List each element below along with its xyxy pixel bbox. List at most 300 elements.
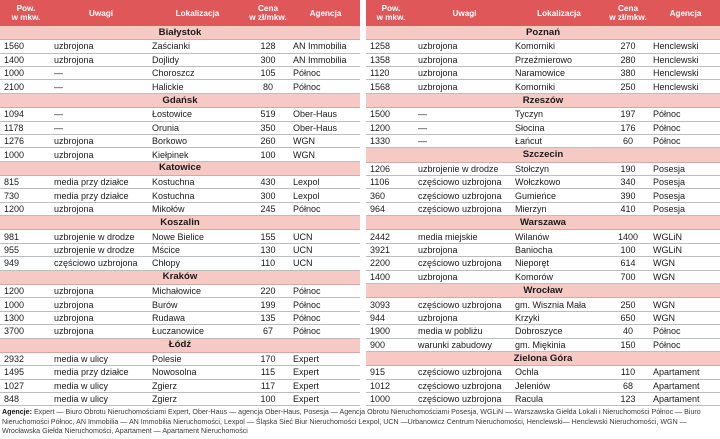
cell-uwagi: — <box>416 134 513 147</box>
cell-agencja: Północ <box>291 311 360 324</box>
city-header-row <box>0 270 360 284</box>
cell-agencja: Lexpol <box>291 176 360 189</box>
cell-cena: 199 <box>245 298 291 311</box>
cell-cena: 270 <box>605 40 651 53</box>
cell-pow: 360 <box>366 189 416 202</box>
cell-lokalizacja: Jeleniów <box>513 379 605 392</box>
table-row <box>0 134 360 147</box>
cell-lokalizacja: Kostuchna <box>150 176 245 189</box>
cell-pow: 3921 <box>366 243 416 256</box>
city-header-row <box>366 284 720 298</box>
header-agencja: Agencja <box>651 0 720 26</box>
cell-lokalizacja: Łostowice <box>150 108 245 121</box>
table-row <box>0 67 360 80</box>
cell-uwagi: uzbrojona <box>52 148 150 161</box>
cell-lokalizacja: Przeźmierowo <box>513 53 605 66</box>
cell-uwagi: częściowo uzbrojona <box>416 392 513 405</box>
cell-cena: 110 <box>245 257 291 270</box>
cell-pow: 1560 <box>0 40 52 53</box>
cell-uwagi: uzbrojona <box>52 311 150 324</box>
cell-cena: 700 <box>605 270 651 283</box>
cell-lokalizacja: Łuczanowice <box>150 325 245 338</box>
cell-agencja: Expert <box>291 366 360 379</box>
table-row <box>366 108 720 121</box>
cell-cena: 300 <box>245 189 291 202</box>
cell-agencja: WGN <box>291 148 360 161</box>
cell-lokalizacja: Wołczkowo <box>513 176 605 189</box>
city-name: Zielona Góra <box>366 351 720 365</box>
cell-lokalizacja: Rudawa <box>150 311 245 324</box>
cell-lokalizacja: Burów <box>150 298 245 311</box>
cell-uwagi: uzbrojona <box>416 270 513 283</box>
cell-cena: 280 <box>605 53 651 66</box>
cell-agencja: Apartament <box>651 379 720 392</box>
city-name: Warszawa <box>366 216 720 230</box>
cell-cena: 123 <box>605 392 651 405</box>
cell-pow: 964 <box>366 202 416 215</box>
cell-agencja: Henclewski <box>651 67 720 80</box>
cell-cena: 100 <box>605 243 651 256</box>
cell-uwagi: uzbrojona <box>416 53 513 66</box>
cell-uwagi: częściowo uzbrojona <box>416 257 513 270</box>
cell-uwagi: media w ulicy <box>52 352 150 365</box>
cell-agencja: Posesja <box>651 176 720 189</box>
cell-cena: 150 <box>605 338 651 351</box>
cell-pow: 1000 <box>0 148 52 161</box>
right-listings-table <box>366 0 720 406</box>
cell-cena: 250 <box>605 80 651 93</box>
cell-cena: 340 <box>605 176 651 189</box>
cell-cena: 40 <box>605 325 651 338</box>
table-row <box>0 53 360 66</box>
city-name: Poznań <box>366 26 720 40</box>
table-row <box>366 257 720 270</box>
cell-lokalizacja: Tyczyn <box>513 108 605 121</box>
cell-agencja: Północ <box>651 325 720 338</box>
left-table-column <box>0 0 360 406</box>
cell-cena: 380 <box>605 67 651 80</box>
cell-lokalizacja: gm. Wisznia Mała <box>513 298 605 311</box>
table-row <box>366 134 720 147</box>
cell-pow: 1094 <box>0 108 52 121</box>
cell-agencja: AN Immobilia <box>291 53 360 66</box>
cell-pow: 1012 <box>366 379 416 392</box>
cell-cena: 155 <box>245 230 291 243</box>
cell-cena: 117 <box>245 379 291 392</box>
cell-lokalizacja: Zgierz <box>150 379 245 392</box>
cell-cena: 67 <box>245 325 291 338</box>
table-row <box>0 379 360 392</box>
cell-cena: 614 <box>605 257 651 270</box>
cell-pow: 1120 <box>366 67 416 80</box>
cell-agencja: WGN <box>651 257 720 270</box>
cell-agencja: Północ <box>291 325 360 338</box>
cell-pow: 3700 <box>0 325 52 338</box>
cell-agencja: Ober-Haus <box>291 108 360 121</box>
cell-cena: 105 <box>245 67 291 80</box>
cell-uwagi: media miejskie <box>416 230 513 243</box>
cell-agencja: UCN <box>291 230 360 243</box>
cell-agencja: Posesja <box>651 162 720 175</box>
cell-cena: 519 <box>245 108 291 121</box>
city-name: Białystok <box>0 26 360 40</box>
cell-cena: 135 <box>245 311 291 324</box>
footnote-text: Expert — Biuro Obrotu Nieruchomościami Expert, Ober-Haus — agencja Ober-Haus, Posesja — Agencja Obrotu Nieruchomościami Posesja, WGLiN — Warszawska Giełda Lokali i Nieruchomości Północ — Biuro Nieruchomości Północ, AN Immobilia — AN Immobilia Nieruchomości, Lexpol — Śląska Sieć Biur Nieruchomości Lexpol, UCN —Urbanowicz Centrum Nieruchomości, Henclewski— Henclewski Nieruchomości, WGN — Wrocławska Giełda Nieruchomości, Apartament — Apartament Nieruchomości <box>2 408 701 435</box>
cell-lokalizacja: Mierzyn <box>513 202 605 215</box>
cell-pow: 1900 <box>366 325 416 338</box>
cell-uwagi: częściowo uzbrojona <box>416 189 513 202</box>
city-name: Rzeszów <box>366 93 720 107</box>
right-header-row <box>366 0 720 26</box>
cell-agencja: Lexpol <box>291 189 360 202</box>
cell-pow: 2442 <box>366 230 416 243</box>
table-row <box>366 311 720 324</box>
table-row <box>0 80 360 93</box>
cell-pow: 1200 <box>366 121 416 134</box>
cell-lokalizacja: Naramowice <box>513 67 605 80</box>
city-name: Gdańsk <box>0 93 360 107</box>
cell-lokalizacja: Stołczyn <box>513 162 605 175</box>
cell-uwagi: — <box>52 121 150 134</box>
city-header-row <box>0 93 360 107</box>
city-header-row <box>0 161 360 175</box>
cell-lokalizacja: Komorniki <box>513 40 605 53</box>
cell-pow: 1330 <box>366 134 416 147</box>
cell-uwagi: — <box>416 108 513 121</box>
cell-cena: 60 <box>605 134 651 147</box>
table-row <box>0 257 360 270</box>
cell-cena: 170 <box>245 352 291 365</box>
city-header-row <box>366 26 720 40</box>
cell-pow: 900 <box>366 338 416 351</box>
header-pow: Pow. w mkw. <box>0 0 52 26</box>
cell-uwagi: uzbrojenie w drodze <box>416 162 513 175</box>
table-row <box>366 230 720 243</box>
cell-agencja: Północ <box>651 134 720 147</box>
cell-lokalizacja: Chłopy <box>150 257 245 270</box>
city-header-row <box>0 26 360 40</box>
header-cena: Cena w zł/mkw. <box>245 0 291 26</box>
cell-pow: 3093 <box>366 298 416 311</box>
table-row <box>0 325 360 338</box>
table-row <box>366 325 720 338</box>
cell-lokalizacja: Słocina <box>513 121 605 134</box>
cell-agencja: WGN <box>291 134 360 147</box>
table-row <box>366 243 720 256</box>
cell-pow: 730 <box>0 189 52 202</box>
cell-lokalizacja: Zgierz <box>150 392 245 405</box>
cell-agencja: Henclewski <box>651 80 720 93</box>
cell-lokalizacja: Dojlidy <box>150 53 245 66</box>
cell-lokalizacja: Orunia <box>150 121 245 134</box>
cell-uwagi: — <box>52 108 150 121</box>
cell-agencja: Expert <box>291 379 360 392</box>
table-row <box>0 311 360 324</box>
cell-lokalizacja: Borkowo <box>150 134 245 147</box>
cell-uwagi: media przy działce <box>52 189 150 202</box>
cell-agencja: WGN <box>651 270 720 283</box>
table-row <box>0 243 360 256</box>
city-name: Szczecin <box>366 148 720 162</box>
cell-pow: 944 <box>366 311 416 324</box>
cell-pow: 955 <box>0 243 52 256</box>
cell-uwagi: uzbrojona <box>52 202 150 215</box>
city-name: Koszalin <box>0 216 360 230</box>
cell-pow: 1106 <box>366 176 416 189</box>
table-row <box>366 379 720 392</box>
cell-cena: 130 <box>245 243 291 256</box>
cell-cena: 430 <box>245 176 291 189</box>
cell-lokalizacja: Kiełpinek <box>150 148 245 161</box>
cell-uwagi: media przy działce <box>52 366 150 379</box>
cell-pow: 949 <box>0 257 52 270</box>
city-name: Wrocław <box>366 284 720 298</box>
cell-lokalizacja: Zaścianki <box>150 40 245 53</box>
table-row <box>366 80 720 93</box>
cell-agencja: Posesja <box>651 202 720 215</box>
cell-pow: 1178 <box>0 121 52 134</box>
table-row <box>0 284 360 297</box>
cell-lokalizacja: Mścice <box>150 243 245 256</box>
cell-agencja: Północ <box>291 202 360 215</box>
cell-pow: 915 <box>366 366 416 379</box>
cell-uwagi: częściowo uzbrojona <box>416 176 513 189</box>
cell-uwagi: — <box>416 121 513 134</box>
header-agencja: Agencja <box>291 0 360 26</box>
table-row <box>366 176 720 189</box>
cell-lokalizacja: Michałowice <box>150 284 245 297</box>
cell-cena: 80 <box>245 80 291 93</box>
cell-agencja: WGN <box>651 311 720 324</box>
cell-lokalizacja: Halickie <box>150 80 245 93</box>
city-header-row <box>366 148 720 162</box>
table-row <box>0 352 360 365</box>
cell-cena: 390 <box>605 189 651 202</box>
cell-lokalizacja: Komorniki <box>513 80 605 93</box>
cell-cena: 410 <box>605 202 651 215</box>
left-listings-table <box>0 0 360 406</box>
cell-uwagi: uzbrojona <box>52 284 150 297</box>
cell-uwagi: media w ulicy <box>52 379 150 392</box>
cell-uwagi: częściowo uzbrojona <box>52 257 150 270</box>
cell-pow: 1000 <box>366 392 416 405</box>
cell-lokalizacja: Łańcut <box>513 134 605 147</box>
cell-agencja: WGLiN <box>651 230 720 243</box>
cell-cena: 68 <box>605 379 651 392</box>
table-row <box>366 202 720 215</box>
cell-agencja: Północ <box>291 80 360 93</box>
city-name: Katowice <box>0 161 360 175</box>
cell-cena: 300 <box>245 53 291 66</box>
cell-pow: 1500 <box>366 108 416 121</box>
cell-pow: 1568 <box>366 80 416 93</box>
cell-uwagi: uzbrojona <box>416 311 513 324</box>
agencies-footnote <box>2 408 718 437</box>
cell-agencja: Apartament <box>651 366 720 379</box>
cell-uwagi: uzbrojona <box>416 243 513 256</box>
cell-pow: 2100 <box>0 80 52 93</box>
cell-pow: 848 <box>0 392 52 405</box>
footnote-label: Agencje: <box>2 408 32 416</box>
table-row <box>366 67 720 80</box>
table-row <box>366 53 720 66</box>
cell-uwagi: uzbrojona <box>416 40 513 53</box>
table-row <box>366 392 720 405</box>
cell-pow: 1258 <box>366 40 416 53</box>
cell-pow: 1206 <box>366 162 416 175</box>
cell-cena: 650 <box>605 311 651 324</box>
table-row <box>366 366 720 379</box>
cell-pow: 1300 <box>0 311 52 324</box>
cell-cena: 110 <box>605 366 651 379</box>
cell-agencja: Północ <box>651 338 720 351</box>
cell-cena: 190 <box>605 162 651 175</box>
cell-agencja: Północ <box>651 108 720 121</box>
cell-cena: 220 <box>245 284 291 297</box>
cell-agencja: Północ <box>291 67 360 80</box>
cell-uwagi: uzbrojona <box>52 40 150 53</box>
cell-agencja: AN Immobilia <box>291 40 360 53</box>
cell-uwagi: uzbrojona <box>52 53 150 66</box>
table-row <box>0 189 360 202</box>
cell-pow: 1200 <box>0 284 52 297</box>
cell-pow: 1200 <box>0 202 52 215</box>
cell-agencja: Północ <box>291 284 360 297</box>
cell-uwagi: uzbrojona <box>52 134 150 147</box>
header-uwagi: Uwagi <box>52 0 150 26</box>
table-row <box>366 298 720 311</box>
cell-pow: 815 <box>0 176 52 189</box>
header-cena: Cena w zł/mkw. <box>605 0 651 26</box>
cell-agencja: Expert <box>291 392 360 405</box>
cell-lokalizacja: Racula <box>513 392 605 405</box>
cell-cena: 350 <box>245 121 291 134</box>
left-header-row <box>0 0 360 26</box>
cell-lokalizacja: Wilanów <box>513 230 605 243</box>
city-name: Kraków <box>0 270 360 284</box>
table-row <box>0 40 360 53</box>
cell-uwagi: częściowo uzbrojona <box>416 202 513 215</box>
cell-uwagi: częściowo uzbrojona <box>416 379 513 392</box>
cell-lokalizacja: Polesie <box>150 352 245 365</box>
table-row <box>366 121 720 134</box>
cell-pow: 1027 <box>0 379 52 392</box>
table-row <box>0 392 360 405</box>
cell-uwagi: media w ulicy <box>52 392 150 405</box>
cell-agencja: Ober-Haus <box>291 121 360 134</box>
cell-uwagi: częściowo uzbrojona <box>416 366 513 379</box>
cell-pow: 1358 <box>366 53 416 66</box>
cell-uwagi: uzbrojenie w drodze <box>52 230 150 243</box>
cell-pow: 2200 <box>366 257 416 270</box>
table-row <box>366 270 720 283</box>
table-row <box>366 162 720 175</box>
cell-uwagi: uzbrojona <box>416 67 513 80</box>
cell-cena: 115 <box>245 366 291 379</box>
cell-cena: 100 <box>245 148 291 161</box>
cell-uwagi: media przy działce <box>52 176 150 189</box>
city-header-row <box>0 216 360 230</box>
cell-uwagi: uzbrojona <box>416 80 513 93</box>
table-row <box>0 148 360 161</box>
cell-lokalizacja: Krzyki <box>513 311 605 324</box>
city-header-row <box>0 338 360 352</box>
cell-agencja: Henclewski <box>651 40 720 53</box>
cell-uwagi: częściowo uzbrojona <box>416 298 513 311</box>
cell-uwagi: uzbrojona <box>52 325 150 338</box>
header-lokalizacja: Lokalizacja <box>513 0 605 26</box>
cell-cena: 197 <box>605 108 651 121</box>
cell-agencja: Posesja <box>651 189 720 202</box>
city-name: Łódź <box>0 338 360 352</box>
cell-pow: 1495 <box>0 366 52 379</box>
cell-pow: 981 <box>0 230 52 243</box>
cell-cena: 100 <box>245 392 291 405</box>
cell-agencja: UCN <box>291 257 360 270</box>
header-lokalizacja: Lokalizacja <box>150 0 245 26</box>
cell-lokalizacja: Dobroszyce <box>513 325 605 338</box>
cell-pow: 1000 <box>0 67 52 80</box>
right-table-column <box>366 0 720 406</box>
cell-pow: 1276 <box>0 134 52 147</box>
cell-cena: 260 <box>245 134 291 147</box>
cell-uwagi: uzbrojenie w drodze <box>52 243 150 256</box>
cell-agencja: WGLiN <box>651 243 720 256</box>
cell-lokalizacja: Choroszcz <box>150 67 245 80</box>
cell-cena: 250 <box>605 298 651 311</box>
cell-uwagi: — <box>52 80 150 93</box>
table-row <box>0 230 360 243</box>
table-row <box>366 338 720 351</box>
header-pow: Pow. w mkw. <box>366 0 416 26</box>
cell-pow: 2932 <box>0 352 52 365</box>
cell-lokalizacja: Ochla <box>513 366 605 379</box>
cell-lokalizacja: Komorów <box>513 270 605 283</box>
table-row <box>0 366 360 379</box>
table-row <box>0 108 360 121</box>
table-row <box>0 121 360 134</box>
cell-lokalizacja: gm. Miękinia <box>513 338 605 351</box>
cell-agencja: WGN <box>651 298 720 311</box>
city-header-row <box>366 93 720 107</box>
city-header-row <box>366 351 720 365</box>
cell-agencja: UCN <box>291 243 360 256</box>
cell-pow: 1400 <box>366 270 416 283</box>
cell-uwagi: warunki zabudowy <box>416 338 513 351</box>
city-header-row <box>366 216 720 230</box>
cell-lokalizacja: Nowe Bielice <box>150 230 245 243</box>
cell-lokalizacja: Nieporęt <box>513 257 605 270</box>
table-row <box>0 298 360 311</box>
cell-agencja: Henclewski <box>651 53 720 66</box>
table-row <box>0 202 360 215</box>
cell-uwagi: uzbrojona <box>52 298 150 311</box>
table-row <box>0 176 360 189</box>
cell-uwagi: — <box>52 67 150 80</box>
cell-agencja: Expert <box>291 352 360 365</box>
cell-cena: 176 <box>605 121 651 134</box>
cell-cena: 245 <box>245 202 291 215</box>
table-row <box>366 40 720 53</box>
cell-lokalizacja: Gumieńce <box>513 189 605 202</box>
cell-cena: 128 <box>245 40 291 53</box>
cell-lokalizacja: Kostuchna <box>150 189 245 202</box>
table-row <box>366 189 720 202</box>
cell-pow: 1400 <box>0 53 52 66</box>
cell-lokalizacja: Mikołów <box>150 202 245 215</box>
cell-cena: 1400 <box>605 230 651 243</box>
cell-pow: 1000 <box>0 298 52 311</box>
